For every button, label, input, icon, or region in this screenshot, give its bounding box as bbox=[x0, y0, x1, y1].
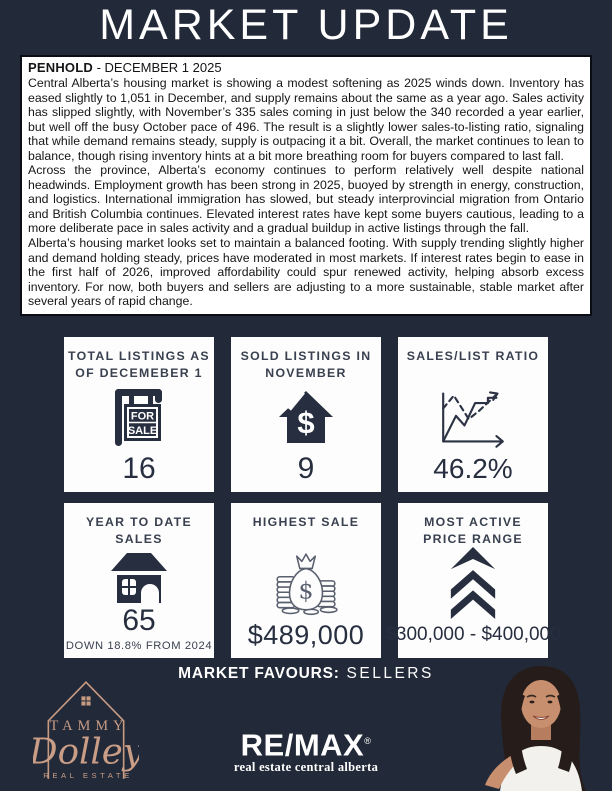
stat-title: SALES/LIST RATIO bbox=[406, 349, 540, 363]
stat-title: MOST ACTIVE PRICE RANGE bbox=[423, 515, 523, 546]
market-favours-value: SELLERS bbox=[339, 665, 434, 682]
agent-photo bbox=[470, 658, 612, 791]
house-dollar-icon bbox=[235, 383, 377, 453]
remax-tagline: real estate central alberta bbox=[233, 760, 379, 775]
stat-title: TOTAL LISTINGS AS OF DECEMEBER 1 bbox=[68, 349, 210, 380]
registered-mark: ® bbox=[364, 736, 372, 746]
stat-title: SOLD LISTINGS IN NOVEMBER bbox=[240, 349, 372, 380]
stat-title: YEAR TO DATE SALES bbox=[85, 515, 192, 546]
stat-card-sales-list-ratio bbox=[398, 337, 548, 492]
stat-value: 65 bbox=[122, 604, 156, 637]
stat-card-price-range bbox=[385, 503, 561, 658]
report-location: PENHOLD bbox=[28, 60, 93, 75]
stat-card-total-listings bbox=[64, 337, 214, 492]
for-sale-sign-text-for: FOR bbox=[130, 410, 155, 423]
stat-value: 16 bbox=[122, 452, 156, 485]
stat-value: 46.2% bbox=[433, 453, 513, 484]
market-favours-label: MARKET FAVOURS: bbox=[178, 665, 340, 682]
report-date: - DECEMBER 1 2025 bbox=[92, 60, 222, 75]
commentary-paragraph: Central Alberta’s housing market is showing a modest softening as 2025 winds down. Inventory has eased slightly to 1,051 in December, and supply remains about the same as a year ago. Sales activity has slipped slightly, with November’s 335 sales coming in just below the 340 recorded a year earlier, but well off the busy October pace of 496. The result is a slightly lower sales-to-listing ratio, signaling that while demand remains steady, supply is outpacing it a bit. Overall, the market continues to lean to balance, though rising inventory hints at a bit more breathing room for buyers compared to last fall. bbox=[28, 76, 584, 163]
stat-card-sold-listings bbox=[231, 337, 381, 492]
stat-card-grid bbox=[64, 337, 561, 658]
stat-value: 9 bbox=[297, 452, 315, 485]
money-bag-dollar-glyph: $ bbox=[298, 576, 314, 605]
agent-last-name: Dolley bbox=[33, 731, 139, 773]
house-icon bbox=[68, 547, 210, 605]
market-commentary-box bbox=[20, 55, 592, 316]
stat-card-ytd-sales bbox=[64, 503, 214, 658]
commentary-paragraph: Alberta’s housing market looks set to maintain a balanced footing. With supply trending slightly higher and demand holding steady, prices have moderated in most markets. If interest rates begin to ease in the first half of 2026, improved affordability could spur renewed activity, helping absorb excess inventory. For now, both buyers and sellers are adjusting to a more sustainable, stable market after several years of rapid change. bbox=[28, 236, 584, 309]
agent-first-name: TAMMY bbox=[49, 717, 129, 734]
money-bag-icon bbox=[235, 549, 377, 619]
stat-title: HIGHEST SALE bbox=[252, 515, 360, 529]
line-chart-icon bbox=[402, 383, 544, 453]
for-sale-sign-icon bbox=[68, 383, 210, 453]
stat-value: $489,000 bbox=[247, 620, 365, 650]
logo-window-icon bbox=[81, 696, 90, 705]
commentary-paragraph: Across the province, Alberta’s economy continues to perform relatively well despite national headwinds. Employment growth has been strong in 2025, buoyed by strength in energy, construction, and logistics. International immigration has slowed, but steady interprovincial migration from Ontario and British Columbia continues. Elevated interest rates have kept some buyers cautious, leading to a more deliberate pace in sales activity and a gradual buildup in active listings through the fall. bbox=[28, 163, 584, 236]
house-dollar-glyph: $ bbox=[297, 405, 315, 440]
page-title: MARKET UPDATE bbox=[99, 1, 513, 49]
for-sale-sign-text-sale: SALE bbox=[127, 425, 158, 437]
chevrons-up-icon bbox=[402, 547, 544, 619]
stat-footnote: DOWN 18.8% FROM 2024 bbox=[65, 640, 213, 652]
remax-wordmark: RE/MAX® bbox=[240, 727, 372, 763]
report-heading bbox=[28, 60, 584, 76]
stat-card-highest-sale bbox=[231, 503, 381, 658]
stat-value: $300,000 - $400,000 bbox=[385, 624, 561, 645]
agent-logo-tagline: REAL ESTATE bbox=[43, 770, 133, 780]
